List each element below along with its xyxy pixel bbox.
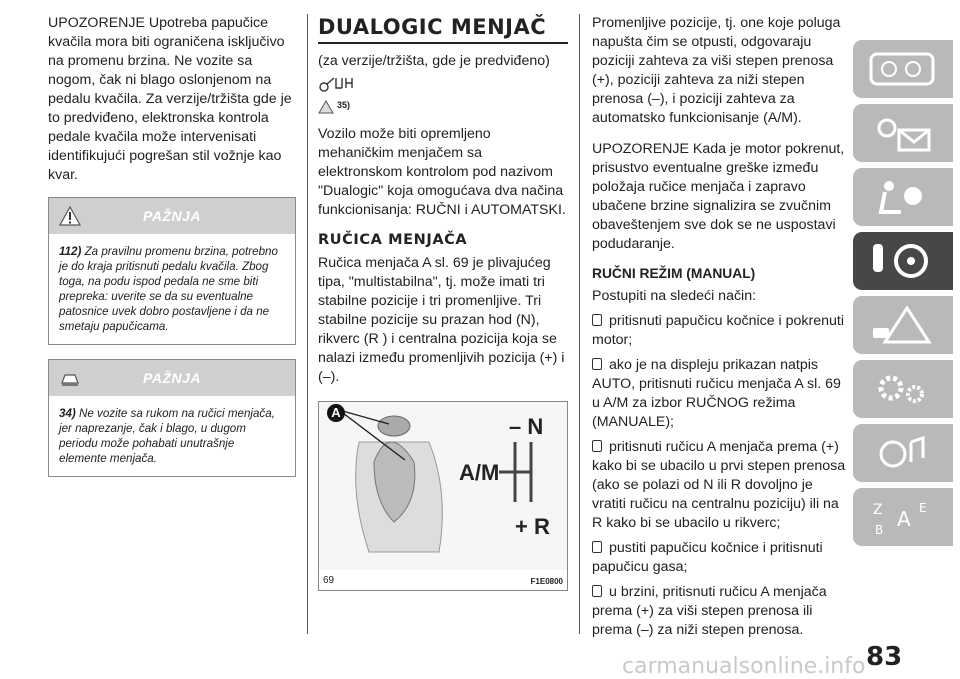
list-item: pustiti papučicu kočnice i pritisnuti papučicu gasa; bbox=[592, 540, 823, 575]
title-rule bbox=[318, 42, 568, 44]
column-1 bbox=[48, 14, 296, 491]
label-plus-r: + R bbox=[515, 514, 550, 539]
warning-triangle-icon bbox=[318, 100, 334, 114]
positions-paragraph: Promenljive pozicije, tj. one koje poluga napušta čim se otpusti, odgovaraju poziciji zahteva za viši stepen prenosa (+), poziciji zahteva za niži stepen prenosa (–), i poziciji zahteva za automatsko funkcionisanje (A/M). bbox=[592, 15, 841, 126]
svg-text:Z: Z bbox=[873, 502, 883, 518]
warning-road-icon bbox=[867, 304, 937, 346]
car-hand-icon bbox=[59, 368, 81, 388]
list-item: pritisnuti ručicu A menjača prema (+) kako bi se ubacilo u prvi stepen prenosa (ako se polazi od N ili R dovoljno je vratiti ručicu na centralnu poziciju) ili na R kako bi se ubacilo u rikverc; bbox=[592, 439, 846, 531]
figure-number: 69 bbox=[323, 575, 335, 586]
tab-index[interactable] bbox=[853, 488, 953, 546]
tab-dashboard[interactable] bbox=[853, 40, 953, 98]
checkbox-icon bbox=[592, 358, 602, 370]
page-number: 83 bbox=[866, 642, 903, 672]
multimedia-icon bbox=[867, 432, 937, 474]
gearshift-icon bbox=[318, 75, 360, 93]
callout-a: A bbox=[327, 404, 345, 422]
warning-triangle-icon bbox=[59, 206, 81, 226]
warning-ref: 112) bbox=[59, 245, 82, 258]
subtitle: (za verzije/tržišta, gde je predviđeno) bbox=[318, 53, 550, 69]
checkbox-icon bbox=[592, 440, 602, 452]
tab-multimedia[interactable] bbox=[853, 424, 953, 482]
warning-ref: 34) bbox=[59, 407, 76, 420]
figure-code: F1E0800 bbox=[530, 577, 563, 586]
intro-paragraph: UPOZORENJE Upotreba papučice kvačila mora biti ograničena isključivo na promenu brzina. Ne vozite sa nogom, čak ni blago oslonjenom na pedalu kvačila. Za verzije/tržišta gde je to predviđeno, elektronska kontrola pedale kvačila može intervenisati identifikujući pogrešan stil vožnje kao kvar. bbox=[48, 15, 292, 183]
lever-paragraph: Ručica menjača A sl. 69 je plivajućeg tipa, "multistabilna", tj. može imati tri stabilne pozicije i tri promenljive. Tri stabilne pozicije su prazan hod (N), rikverc (R ) i centralna pozicija koja se nalazi između promenljivih pozicija (+) i (–). bbox=[318, 255, 565, 385]
list-item: ako je na displeju prikazan natpis AUTO, pritisnuti ručicu menjača A sl. 69 u A/M za izbor RUČNOG režima (MANUALE); bbox=[592, 357, 841, 430]
checkbox-icon bbox=[592, 541, 602, 553]
column-divider bbox=[579, 14, 580, 634]
column-divider bbox=[307, 14, 308, 634]
dashboard-icon bbox=[867, 48, 937, 90]
warning-header bbox=[49, 360, 295, 396]
svg-text:A: A bbox=[897, 507, 911, 531]
warning-paragraph: UPOZORENJE Kada je motor pokrenut, prisustvo eventualne greške između položaja ručice menjača i zapravo ubačene brzine signalizira se zvučnim obaveštenjem sve dok se ne uspostavi podudaranje. bbox=[592, 141, 845, 252]
tab-lights-mail[interactable] bbox=[853, 104, 953, 162]
tab-warning-road[interactable] bbox=[853, 296, 953, 354]
tab-key-steering[interactable] bbox=[853, 232, 953, 290]
watermark: carmanualsonline.info bbox=[622, 654, 866, 679]
list-item: u brzini, pritisnuti ručicu A menjača prema (+) za viši stepen prenosa ili prema (–) za niži stepen prenosa. bbox=[592, 584, 827, 638]
warning-header bbox=[49, 198, 295, 234]
dualogic-paragraph: Vozilo može biti opremljeno mehaničkim menjačem sa elektronskom kontrolom pod nazivom "Dualogic" koja omogućava dva načina funkcionisanja: RUČNI i AUTOMATSKI. bbox=[318, 126, 566, 218]
list-item: pritisnuti papučicu kočnice i pokrenuti motor; bbox=[592, 313, 845, 348]
gear-shift-icon-row bbox=[318, 75, 568, 98]
warning-box-2 bbox=[48, 359, 296, 477]
index-letters-icon bbox=[867, 496, 937, 538]
figure-69 bbox=[318, 401, 568, 591]
warning-content: Za pravilnu promenu brzina, potrebno je do kraja pritisnuti pedalu kvačila. Zbog toga, na podu ispod pedala ne sme biti prepreka: uverite se da su eventualne patosnice uvek dobro postavljene i da ne smetaju papučicama. bbox=[59, 245, 278, 333]
tab-tools-gears[interactable] bbox=[853, 360, 953, 418]
label-minus-n: – N bbox=[509, 414, 544, 439]
lights-mail-icon bbox=[867, 112, 937, 154]
warning-box-1 bbox=[48, 197, 296, 345]
tools-gears-icon bbox=[867, 368, 937, 410]
tab-airbag-seat[interactable] bbox=[853, 168, 953, 226]
svg-text:B: B bbox=[875, 523, 884, 537]
checkbox-icon bbox=[592, 585, 602, 597]
lead-text: Postupiti na sledeći način: bbox=[592, 288, 757, 304]
column-3 bbox=[592, 14, 846, 646]
warning-title: PAŽNJA bbox=[143, 370, 201, 386]
airbag-seat-icon bbox=[867, 176, 937, 218]
column-2 bbox=[318, 14, 568, 591]
checkbox-icon bbox=[592, 314, 602, 326]
svg-text:E: E bbox=[919, 501, 927, 515]
warning-content: Ne vozite sa rukom na ručici menjača, jer naprezanje, čak i blago, u dugom periodu može pohabati unutrašnje elemente menjača. bbox=[59, 407, 275, 465]
section-heading: RUČICA MENJAČA bbox=[318, 232, 468, 248]
section-heading: RUČNI REŽIM (MANUAL) bbox=[592, 266, 756, 281]
page-title: DUALOGIC MENJAČ bbox=[318, 15, 547, 39]
label-am: A/M bbox=[459, 460, 500, 485]
warning-title: PAŽNJA bbox=[143, 208, 201, 224]
warning-text bbox=[49, 396, 295, 476]
warning-text bbox=[49, 234, 295, 344]
key-steering-icon bbox=[867, 240, 937, 282]
ref-note: 35) bbox=[337, 100, 351, 110]
